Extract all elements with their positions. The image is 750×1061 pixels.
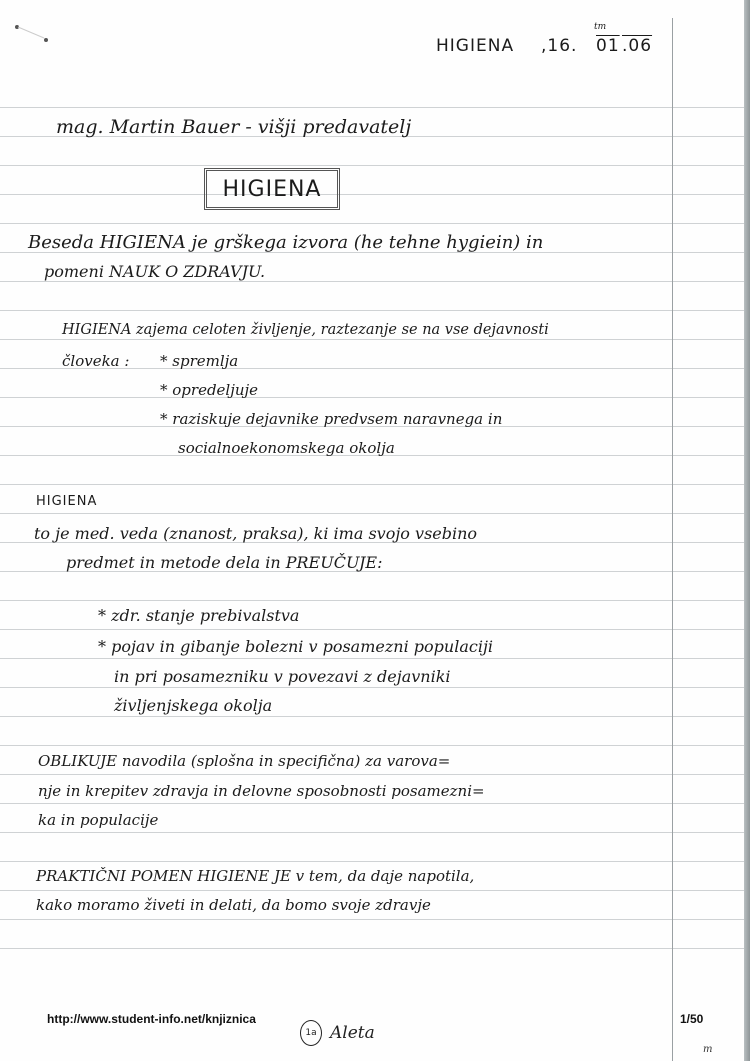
paragraph-1-line-2: pomeni NAUK O ZDRAVJU. xyxy=(44,262,266,281)
paragraph-2-bullet: * opredeljuje xyxy=(160,381,259,399)
paragraph-4-line-1: OBLIKUJE navodila (splošna in specifična) za varova= xyxy=(38,752,451,770)
footer-signature xyxy=(300,1020,375,1046)
footer-page-number: 1/50 xyxy=(680,1012,704,1026)
paragraph-5-line-1: PRAKTIČNI POMEN HIGIENE JE v tem, da daje napotila, xyxy=(36,867,475,885)
paragraph-4-line-2: nje in krepitev zdravja in delovne sposobnosti posamezni= xyxy=(38,782,485,800)
paragraph-2-label: človeka : xyxy=(62,352,130,370)
paragraph-3-heading: HIGIENA xyxy=(36,494,98,509)
paragraph-4-line-3: ka in populacije xyxy=(38,811,159,829)
corner-scribble: m xyxy=(703,1044,713,1055)
page-title: HIGIENA xyxy=(204,168,340,210)
paragraph-1-line-1: Beseda HIGIENA je grškega izvora (he tehne hygiein) in xyxy=(28,232,544,253)
right-margin-line xyxy=(672,18,673,1061)
paragraph-2-bullet: * spremlja xyxy=(160,352,239,370)
header-date-day: ,16. xyxy=(541,36,578,56)
header-date-year: .06 xyxy=(622,36,653,56)
paragraph-3-continuation: življenjskega okolja xyxy=(114,696,273,715)
paragraph-3-line-2: predmet in metode dela in PREUČUJE: xyxy=(66,553,383,572)
paragraph-2-line-1: HIGIENA zajema celoten življenje, raztezanje se na vse dejavnosti xyxy=(62,322,549,338)
paragraph-3-bullet: * pojav in gibanje bolezni v posamezni populaciji xyxy=(98,637,494,656)
paragraph-5-line-2: kako moramo živeti in delati, da bomo svoje zdravje xyxy=(36,896,431,914)
paragraph-3-line-1: to je med. veda (znanost, praksa), ki ima svojo vsebino xyxy=(34,524,478,543)
lecturer-line: mag. Martin Bauer - višji predavatelj xyxy=(56,116,412,138)
header-subject: HIGIENA xyxy=(436,36,515,56)
paragraph-2-continuation: socialnoekonomskega okolja xyxy=(178,439,395,457)
paragraph-2-bullet: * raziskuje dejavnike predvsem naravnega in xyxy=(160,410,503,428)
scan-edge-shadow xyxy=(744,0,750,1061)
footer-source-url: http://www.student-info.net/knjiznica xyxy=(47,1012,256,1026)
header-date-superscript: tm xyxy=(594,22,607,32)
corner-smudge-icon xyxy=(8,22,48,42)
paragraph-3-continuation: in pri posamezniku v povezavi z dejavniki xyxy=(114,667,451,686)
signature-text: Aleta xyxy=(330,1023,375,1043)
header-date-month: 01 xyxy=(596,36,620,56)
sheet-number-circle: 1a xyxy=(300,1020,322,1046)
paragraph-3-bullet: * zdr. stanje prebivalstva xyxy=(98,606,300,625)
